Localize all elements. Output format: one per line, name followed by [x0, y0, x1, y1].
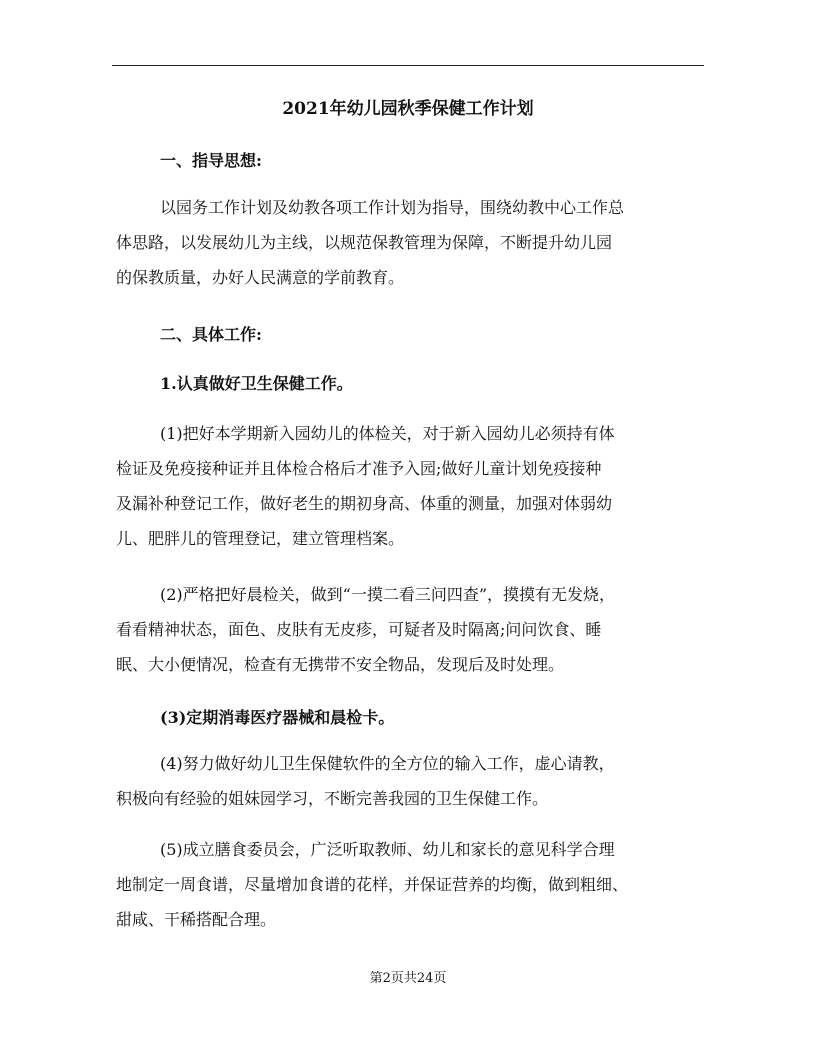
text-line: 看看精神状态，面色、皮肤有无皮疹，可疑者及时隔离;问问饮食、睡	[116, 620, 602, 639]
text-line: 及漏补种登记工作，做好老生的期初身高、体重的测量，加强对体弱幼	[116, 494, 613, 513]
paragraph-item-5	[116, 832, 708, 937]
paragraph-guiding-ideology	[116, 190, 708, 295]
text-line: 检证及免疫接种证并且体检合格后才准予入园;做好儿童计划免疫接种	[116, 459, 602, 478]
text-line: (1)把好本学期新入园幼儿的体检关，对于新入园幼儿必须持有体	[160, 424, 615, 443]
subsection-heading-health-care: 1.认真做好卫生保健工作。	[160, 374, 353, 393]
text-line: (5)成立膳食委员会，广泛听取教师、幼儿和家长的意见科学合理	[160, 840, 615, 859]
paragraph-item-4	[116, 746, 708, 816]
text-line: 地制定一周食谱，尽量增加食谱的花样，并保证营养的均衡，做到粗细、	[116, 875, 629, 894]
text-line: 甜咸、干稀搭配合理。	[116, 910, 277, 929]
header-rule	[112, 65, 704, 66]
text-line: 眠、大小便情况，检查有无携带不安全物品，发现后及时处理。	[116, 655, 565, 674]
text-line: (2)严格把好晨检关，做到“一摸二看三问四查”，摸摸有无发烧，	[160, 585, 616, 604]
paragraph-item-1	[116, 416, 708, 556]
section-heading-guiding-ideology: 一、指导思想:	[160, 151, 262, 170]
text-line: 积极向有经验的姐妹园学习，不断完善我园的卫生保健工作。	[116, 789, 549, 808]
section-heading-specific-work: 二、具体工作:	[160, 325, 262, 344]
paragraph-item-2	[116, 577, 708, 682]
text-line: 以园务工作计划及幼教各项工作计划为指导，围绕幼教中心工作总	[160, 198, 625, 217]
text-line: 儿、肥胖儿的管理登记，建立管理档案。	[116, 529, 405, 548]
text-line: (3)定期消毒医疗器械和晨检卡。	[160, 708, 395, 727]
paragraph-item-3	[116, 700, 708, 735]
text-line: 的保教质量，办好人民满意的学前教育。	[116, 268, 405, 287]
text-line: (4)努力做好幼儿卫生保健软件的全方位的输入工作，虚心请教，	[160, 754, 615, 773]
page-number: 第2页共24页	[369, 971, 447, 986]
document-title: 2021年幼儿园秋季保健工作计划	[282, 99, 534, 119]
text-line: 体思路，以发展幼儿为主线，以规范保教管理为保障，不断提升幼儿园	[116, 233, 613, 252]
